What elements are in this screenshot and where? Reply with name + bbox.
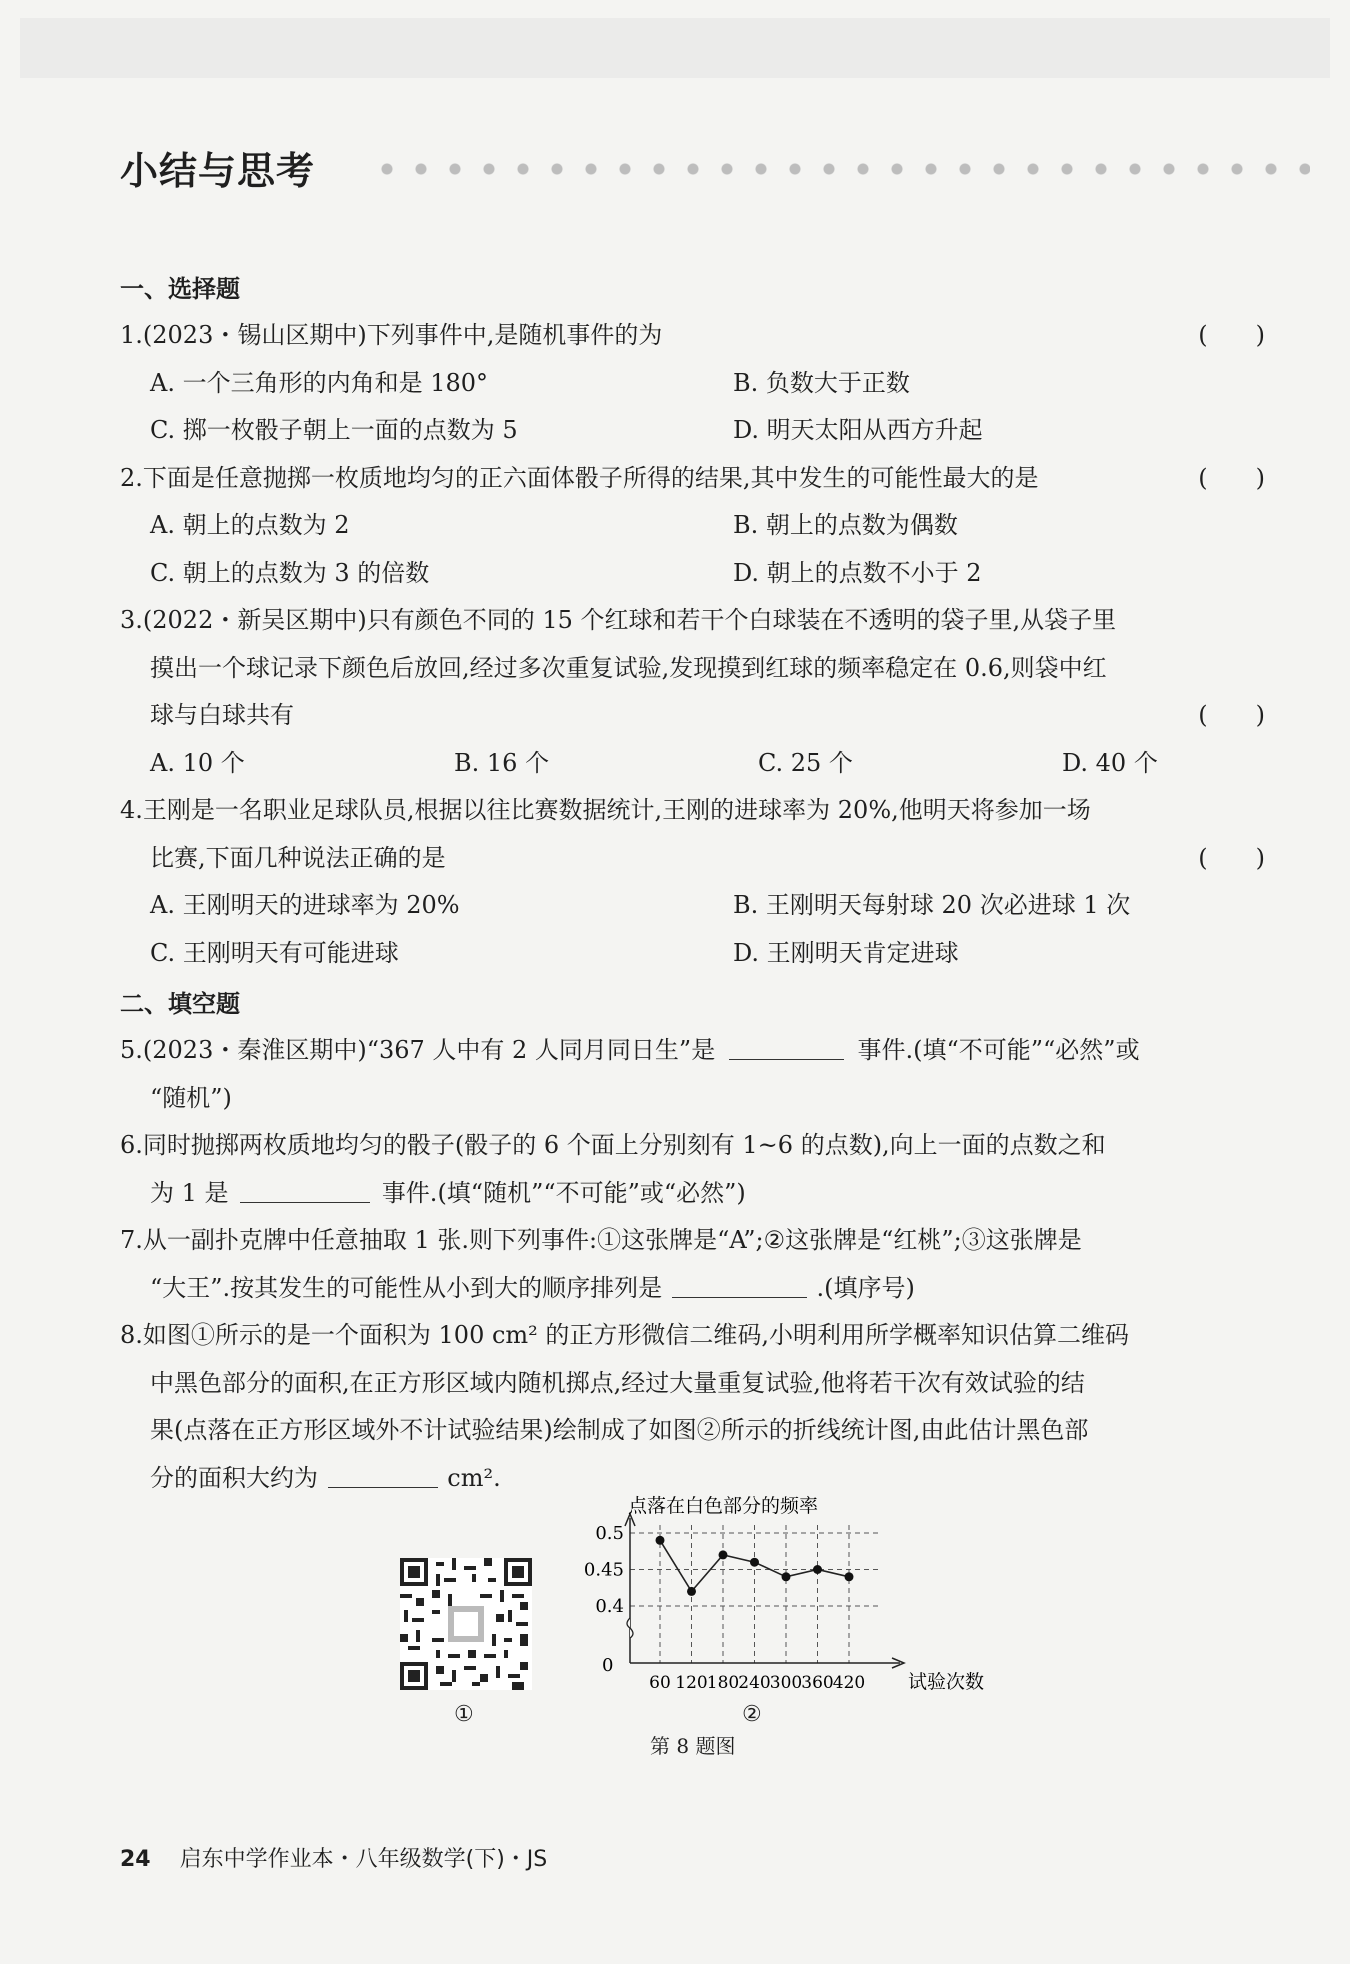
answer-blank [729, 1033, 844, 1060]
origin-label: 0 [602, 1655, 614, 1676]
question-3 [120, 597, 1265, 645]
x-tick-label: 420 [832, 1673, 866, 1693]
question-text: cm². [447, 1463, 501, 1492]
question-text: 6.同时抛掷两枚质地均匀的骰子(骰子的 6 个面上分别刻有 1~6 的点数),向上一面的点数之和 [120, 1131, 1106, 1159]
x-tick-label: 240 [738, 1673, 771, 1693]
answer-paren: ( ) [1198, 701, 1265, 729]
x-tick-label: 300 [769, 1673, 803, 1693]
question-text: .(填序号) [816, 1273, 915, 1302]
question-text: 2.下面是任意抛掷一枚质地均匀的正六面体骰子所得的结果,其中发生的可能性最大的是 [120, 463, 1039, 492]
page-footer [120, 1842, 547, 1873]
option-b: B. 朝上的点数为偶数 [733, 511, 958, 539]
title-row [120, 140, 1320, 200]
question-text: 为 1 是 [150, 1178, 229, 1207]
answer-paren: ( ) [1198, 843, 1265, 872]
x-tick-label: 120 [675, 1673, 708, 1693]
question-text: “大王”.按其发生的可能性从小到大的顺序排列是 [150, 1273, 663, 1302]
q4-options-row1 [120, 882, 1265, 930]
y-axis-label: 点落在白色部分的频率 [628, 1495, 819, 1517]
answer-paren: ( ) [1198, 463, 1265, 492]
answer-blank [240, 1176, 370, 1203]
question-1 [120, 312, 1265, 360]
section-heading-choice: 一、选择题 [120, 275, 240, 303]
option-d: D. 明天太阳从西方升起 [733, 416, 983, 444]
data-point [719, 1550, 728, 1559]
option-a: A. 一个三角形的内角和是 180° [150, 368, 489, 397]
x-tick-label: 180 [706, 1673, 740, 1693]
q1-options-row1 [120, 360, 1265, 408]
scan-header-band [20, 18, 1330, 78]
option-d: D. 王刚明天肯定进球 [733, 938, 959, 967]
option-c: C. 朝上的点数为 3 的倍数 [150, 558, 430, 587]
question-text: 比赛,下面几种说法正确的是 [150, 843, 446, 872]
axis-break-mark [627, 1618, 633, 1638]
question-3-line3 [120, 692, 1265, 740]
option-b: B. 负数大于正数 [733, 368, 910, 397]
option-d: D. 朝上的点数不小于 2 [733, 558, 982, 587]
question-text: 果(点落在正方形区域外不计试验结果)绘制成了如图②所示的折线统计图,由此估计黑色部 [150, 1416, 1089, 1444]
question-4 [120, 787, 1265, 835]
question-5 [120, 1027, 1265, 1075]
option-b: B. 王刚明天每射球 20 次必进球 1 次 [733, 891, 1131, 919]
question-text: 事件.(填“随机”“不可能”或“必然”) [381, 1178, 746, 1207]
question-text: 摸出一个球记录下颜色后放回,经过多次重复试验,发现摸到红球的频率稳定在 0.6,则袋中红 [150, 653, 1107, 682]
x-axis-label: 试验次数 [908, 1671, 985, 1693]
x-tick-label: 360 [801, 1673, 834, 1693]
data-point [656, 1536, 665, 1545]
q2-options-row1 [120, 502, 1265, 550]
x-tick-label: 60 [649, 1673, 671, 1693]
option-a: A. 10 个 [150, 748, 245, 777]
option-d: D. 40 个 [1062, 748, 1158, 777]
question-text: 1.(2023・锡山区期中)下列事件中,是随机事件的为 [120, 321, 663, 349]
chart-grid [630, 1525, 880, 1663]
data-point [687, 1587, 696, 1596]
question-5-line2 [120, 1075, 1265, 1123]
y-tick-label: 0.4 [595, 1596, 624, 1617]
question-text: 3.(2022・新吴区期中)只有颜色不同的 15 个红球和若干个白球装在不透明的袋子里,从袋子里 [120, 606, 1117, 634]
figure-caption: 第 8 题图 [650, 1734, 736, 1758]
question-text: 中黑色部分的面积,在正方形区域内随机掷点,经过大量重复试验,他将若干次有效试验的结 [150, 1368, 1085, 1397]
question-8-line2 [120, 1360, 1265, 1408]
option-a: A. 朝上的点数为 2 [150, 511, 350, 539]
data-point [750, 1558, 759, 1567]
figure-label-2: ② [742, 1702, 762, 1727]
exercise-content [120, 262, 1265, 1502]
option-c: C. 25 个 [758, 748, 853, 777]
question-text: 5.(2023・秦淮区期中)“367 人中有 2 人同月同日生”是 [120, 1036, 716, 1064]
answer-paren: ( ) [1198, 321, 1265, 349]
question-text: 8.如图①所示的是一个面积为 100 cm² 的正方形微信二维码,小明利用所学概率知识估算二维码 [120, 1321, 1130, 1349]
q2-options-row2 [120, 550, 1265, 598]
page-number: 24 [120, 1847, 151, 1872]
answer-blank [672, 1271, 807, 1298]
q4-options-row2 [120, 930, 1265, 978]
question-text: “随机”) [150, 1083, 232, 1112]
x-tick-labels [649, 1673, 865, 1693]
data-point [845, 1572, 854, 1581]
question-8-line3 [120, 1407, 1265, 1455]
y-tick-label: 0.45 [583, 1559, 624, 1581]
option-a: A. 王刚明天的进球率为 20% [150, 891, 460, 919]
question-7 [120, 1217, 1265, 1265]
section-heading-fill: 二、填空题 [120, 990, 240, 1018]
q1-options-row2 [120, 407, 1265, 455]
question-3-line2 [120, 645, 1265, 693]
y-tick-label: 0.5 [595, 1523, 624, 1544]
figure-label-1: ① [454, 1702, 474, 1727]
title-dot-divider [370, 162, 1310, 176]
question-text: 事件.(填“不可能”“必然”或 [857, 1036, 1140, 1064]
option-c: C. 掷一枚骰子朝上一面的点数为 5 [150, 416, 518, 444]
qr-code-icon [400, 1558, 532, 1690]
data-point [782, 1572, 791, 1581]
question-text: 球与白球共有 [150, 701, 294, 729]
question-2 [120, 455, 1265, 503]
qr-code-image [400, 1558, 532, 1690]
frequency-line-chart [580, 1478, 1020, 1718]
question-text: 分的面积大约为 [150, 1463, 318, 1492]
question-text: 7.从一副扑克牌中任意抽取 1 张.则下列事件:①这张牌是“A”;②这张牌是“红桃”;③这张牌是 [120, 1226, 1082, 1254]
option-b: B. 16 个 [454, 748, 550, 777]
question-8 [120, 1312, 1265, 1360]
question-4-line2 [120, 835, 1265, 883]
q3-options [120, 740, 1265, 788]
question-6 [120, 1122, 1265, 1170]
option-c: C. 王刚明天有可能进球 [150, 938, 399, 967]
chart-axes [625, 1514, 904, 1668]
question-text: 4.王刚是一名职业足球队员,根据以往比赛数据统计,王刚的进球率为 20%,他明天将参加一场 [120, 796, 1091, 824]
data-point [813, 1565, 822, 1574]
question-8-figure [390, 1478, 1030, 1768]
book-title: 启东中学作业本・八年级数学(下)・JS [179, 1847, 548, 1872]
page-title: 小结与思考 [120, 149, 316, 193]
question-6-line2 [120, 1170, 1265, 1218]
question-7-line2 [120, 1265, 1265, 1313]
y-tick-labels [584, 1523, 624, 1617]
